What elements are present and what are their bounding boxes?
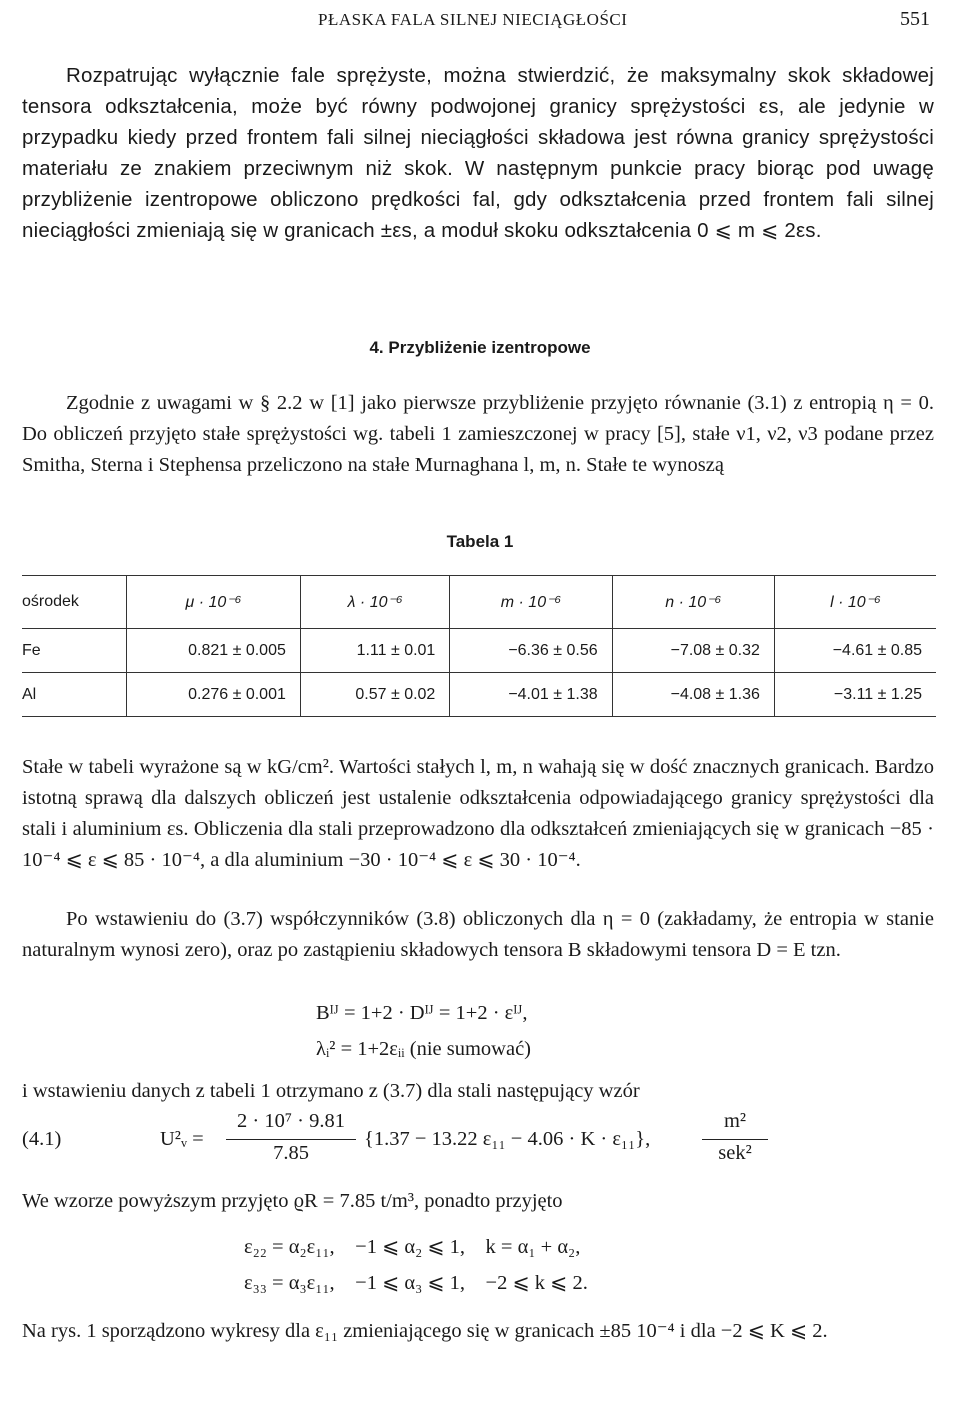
equation-lhs: U²ᵥ =	[160, 1128, 204, 1150]
density-paragraph: We wzorze powyższym przyjęto ϱR = 7.85 t/m³, ponadto przyjęto	[22, 1190, 563, 1212]
table-cell: −4.08 ± 1.36	[612, 673, 774, 717]
table-caption: Tabela 1	[446, 532, 514, 551]
page-number: 551	[900, 8, 930, 30]
table-cell: −3.11 ± 1.25	[774, 673, 936, 717]
fraction-denominator: 7.85	[273, 1142, 309, 1164]
after-table-paragraph: Stałe w tabeli wyrażone są w kG/cm². Wartości stałych l, m, n wahają się w dość znacznych granicach. Bardzo istotną sprawą dla dalszych obliczeń jest ustalenie odkształcenia odpowiadającego granicy sprężystości dla stali i aluminium εs. Obliczenia dla stali przeprowadzono dla odkształceń zmieniających się w granicach −85 · 10⁻⁴ ⩽ ε ⩽ 85 · 10⁻⁴, a dla aluminium −30 · 10⁻⁴ ⩽ ε ⩽ 30 · 10⁻⁴.	[22, 756, 934, 871]
table-cell: 0.821 ± 0.005	[127, 629, 301, 673]
table-cell: Al	[22, 673, 127, 717]
running-header-title: PŁASKA FALA SILNEJ NIECIĄGŁOŚCI	[318, 10, 628, 29]
table-cell: 1.11 ± 0.01	[300, 629, 449, 673]
table-cell: Fe	[22, 629, 127, 673]
final-paragraph: Na rys. 1 sporządzono wykresy dla ε₁₁ zmieniającego się w granicach ±85 10⁻⁴ i dla −2 ⩽ K ⩽ 2.	[22, 1320, 828, 1342]
table-header-row	[22, 576, 936, 629]
equation-lambda: λᵢ² = 1+2εᵢᵢ (nie sumować)	[316, 1038, 531, 1060]
data-paragraph: i wstawieniu danych z tabeli 1 otrzymano z (3.7) dla stali następujący wzór	[22, 1080, 640, 1102]
fraction-bar	[226, 1139, 356, 1140]
table-cell: −7.08 ± 0.32	[612, 629, 774, 673]
section-heading: 4. Przybliżenie izentropowe	[369, 338, 591, 357]
table-cell: 0.276 ± 0.001	[127, 673, 301, 717]
table-header-cell: ośrodek	[22, 576, 127, 629]
constants-table	[22, 575, 936, 717]
table-cell: −6.36 ± 0.56	[450, 629, 612, 673]
relations-line-1: ε₂₂ = α₂ε₁₁, −1 ⩽ α₂ ⩽ 1, k = α₁ + α₂,	[244, 1236, 581, 1258]
table-cell: 0.57 ± 0.02	[300, 673, 449, 717]
table-header-cell: m · 10⁻⁶	[450, 576, 612, 629]
equation-bracket: {1.37 − 13.22 ε₁₁ − 4.06 · K · ε₁₁},	[364, 1128, 651, 1150]
section-paragraph: Zgodnie z uwagami w § 2.2 w [1] jako pierwsze przybliżenie przyjęto równanie (3.1) z entropią η = 0. Do obliczeń przyjęto stałe sprężystości wg. tabeli 1 zamieszczonej w pracy [5], stałe ν1, ν2, ν3 podane przez Smitha, Sterna i Stephensa przeliczono na stałe Murnaghana l, m, n. Stałe te wynoszą	[22, 392, 934, 476]
table-row	[22, 673, 936, 717]
table-cell: −4.61 ± 0.85	[774, 629, 936, 673]
equation-number: (4.1)	[22, 1128, 62, 1150]
unit-denominator: sek²	[718, 1142, 752, 1164]
table-header-cell: λ · 10⁻⁶	[300, 576, 449, 629]
fraction-numerator: 2 · 10⁷ · 9.81	[237, 1110, 345, 1132]
unit-fraction-bar	[702, 1139, 768, 1140]
intro-paragraph: Rozpatrując wyłącznie fale sprężyste, można stwierdzić, że maksymalny skok składowej tensora odkształcenia, może być równy podwojonej granicy sprężystości εs, ale jedynie w przypadku kiedy przed frontem fali silnej nieciągłości składowa jest równa granicy sprężystości materiału ze znakiem przeciwnym niż skok. W następnym punkcie pracy biorąc pod uwagę przybliżenie izentropowe obliczono prędkości fal, gdy odkształcenia przed frontem fali silnej nieciągłości zmieniają się w granicach ±εs, a moduł skoku odkształcenia 0 ⩽ m ⩽ 2εs.	[22, 64, 934, 242]
relations-line-2: ε₃₃ = α₃ε₁₁, −1 ⩽ α₃ ⩽ 1, −2 ⩽ k ⩽ 2.	[244, 1272, 588, 1294]
table-row	[22, 629, 936, 673]
table-header-cell: n · 10⁻⁶	[612, 576, 774, 629]
table-header-cell: l · 10⁻⁶	[774, 576, 936, 629]
table-cell: −4.01 ± 1.38	[450, 673, 612, 717]
substitution-paragraph: Po wstawieniu do (3.7) współczynników (3.8) obliczonych dla η = 0 (zakładamy, że entropia w stanie naturalnym wynosi zero), oraz po zastąpieniu składowych tensora B składowymi tensora D = E tzn.	[22, 908, 934, 961]
table-header-cell: μ · 10⁻⁶	[127, 576, 301, 629]
unit-numerator: m²	[723, 1110, 747, 1132]
equation-b-tensor: Bᴵᴶ = 1+2 · Dᴵᴶ = 1+2 · εᴵᴶ,	[316, 1002, 528, 1024]
